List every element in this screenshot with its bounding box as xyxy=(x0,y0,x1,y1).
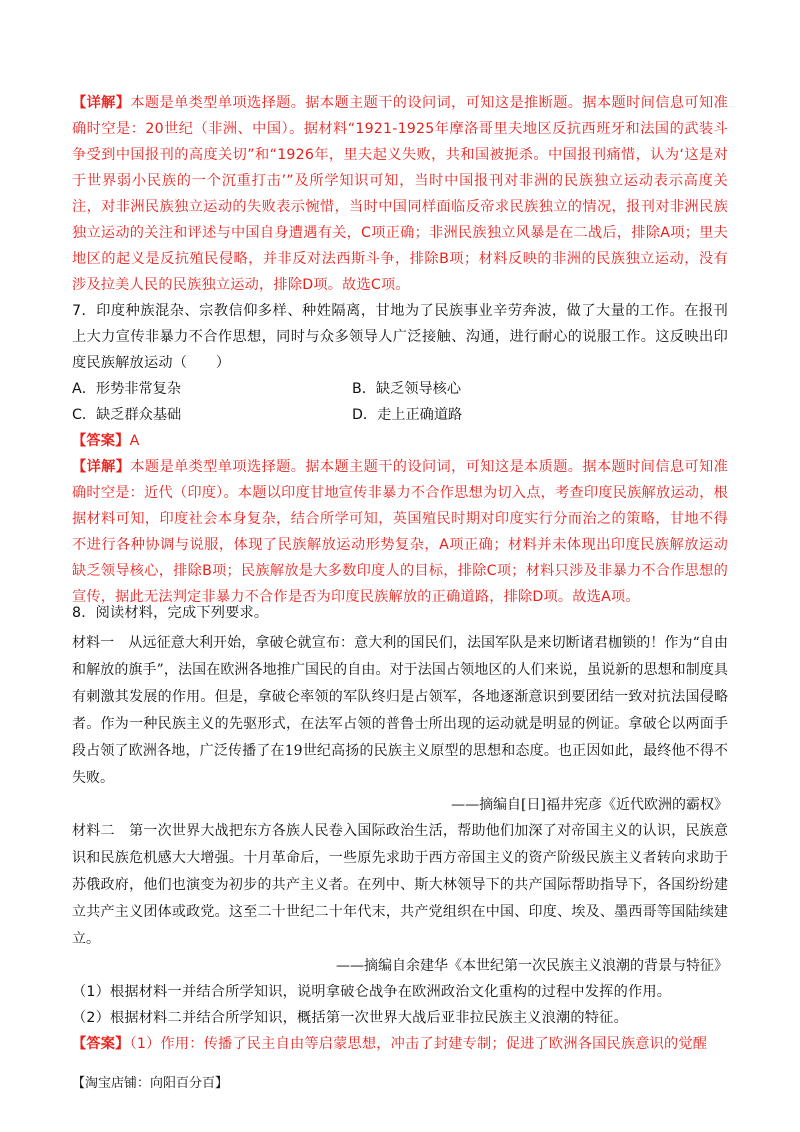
answer-tag: 【答案】 xyxy=(72,1036,130,1052)
option-c: C．缺乏群众基础 xyxy=(72,407,182,423)
question-7 xyxy=(72,298,728,610)
material-one-source: ——摘编自[日]福井宪彦《近代欧洲的霸权》 xyxy=(451,797,728,813)
q7-options xyxy=(72,376,728,428)
answer-text: （1）作用：传播了民主自由等启蒙思想，冲击了封建专制；促进了欧洲各国民族意识的觉醒 xyxy=(129,1036,708,1052)
q8-stem: 8．阅读材料，完成下列要求。 xyxy=(72,605,269,621)
option-d: D．走上正确道路 xyxy=(352,407,463,423)
requirement-2: （2）根据材料二并结合所学知识，概括第一次世界大战后亚非拉民族主义浪潮的特征。 xyxy=(72,1010,628,1026)
option-a: A．形势非常复杂 xyxy=(72,381,182,397)
answer-tag: 【答案】 xyxy=(72,433,130,449)
q6-detail-section xyxy=(72,90,728,298)
page-footer: 【淘宝店铺：向阳百分百】 xyxy=(72,1076,229,1091)
option-b: B．缺乏领导核心 xyxy=(352,381,462,397)
material-two: 材料二 第一次世界大战把东方各族人民卷入国际政治生活，帮助他们加深了对帝国主义的认识，民族意识和民族危机感大大增强。十月革命后，一些原先求助于西方帝国主义的资产阶级民族主义者转向求助于苏俄政府，他们也演变为初步的共产主义者。在列中、斯大林领导下的共产国际帮助指导下，各国纷纷建立共产主义团体或政党。这至二十世纪二十年代末，共产党组织在中国、印度、埃及、墨西哥等国陆续建立。 xyxy=(72,823,728,947)
q8-answer xyxy=(72,1031,728,1057)
material-one: 材料一 从远征意大利开始，拿破仑就宣布：意大利的国民们，法国军队是来切断诸君枷锁的！作为“自由和解放的旗手”，法国在欧洲各地推广国民的自由。对于法国占领地区的人们来说，虽说新的思想和制度具有刺激其发展的作用。但是，拿破仑率领的军队终归是占领军，各地逐渐意识到要团结一致对抗法国侵略者。作为一种民族主义的先驱形式，在法军占领的普鲁士所出现的运动就是明显的例证。拿破仑以两面手段占领了欧洲各地，广泛传播了在19世纪高扬的民族主义原型的思想和态度。也正因如此，最终他不得不失败。 xyxy=(72,635,728,786)
q7-stem: 7．印度种族混杂、宗教信仰多样、种姓隔离，甘地为了民族事业辛劳奔波，做了大量的工作。在报刊上大力宣传非暴力不合作思想，同时与众多领导人广泛接触、沟通，进行耐心的说服工作。这反映出印度民族解放运动（ ） xyxy=(72,303,728,371)
material-two-source: ——摘编自余建华《本世纪第一次民族主义浪潮的背景与特征》 xyxy=(336,958,728,974)
answer-value: A xyxy=(129,433,140,449)
detail-tag: 【详解】 xyxy=(72,95,131,111)
question-8 xyxy=(72,600,728,1057)
detail-text: 本题是单类型单项选择题。据本题主题干的设问词，可知这是推断题。据本题时间信息可知准确时空是：20世纪（非洲、中国）。据材料“1921-1925年摩洛哥里夫地区反抗西班牙和法国的武装斗争受到中国报刊的高度关切”和“1926年，里夫起义失败，共和国被扼杀。中国报刊痛惜，认为‘这是对于世界弱小民族的一个沉重打击’”及所学知识可知，当时中国报刊对非洲的民族独立运动表示高度关注，对非洲民族独立运动的失败表示惋惜，当时中国同样面临反帝求民族独立的情况，报刊对非洲民族独立运动的关注和评述与中国自身遭遇有关，C项正确；非洲民族独立风暴是在二战后，排除A项；里夫地区的起义是反抗殖民侵略，并非反对法西斯斗争，排除B项；材料反映的非洲的民族独立运动，没有涉及拉美人民的民族独立运动，排除D项。故选C项。 xyxy=(72,95,728,293)
detail-text: 本题是单类型单项选择题。据本题主题干的设问词，可知这是本质题。据本题时间信息可知准确时空是：近代（印度）。本题以印度甘地宣传非暴力不合作思想为切入点，考查印度民族解放运动，根据材料可知，印度社会本身复杂，结合所学可知，英国殖民时期对印度实行分而治之的策略，甘地不得不进行各种协调与说服，体现了民族解放运动形势复杂，A项正确；材料并未体现出印度民族解放运动缺乏领导核心，排除B项；民族解放是大多数印度人的目标，排除C项；材料只涉及非暴力不合作思想的宣传，据此无法判定非暴力不合作是否为印度民族解放的正确道路，排除D项。故选A项。 xyxy=(72,459,728,605)
q7-answer xyxy=(72,428,728,454)
detail-tag: 【详解】 xyxy=(72,459,131,475)
q6-detail xyxy=(72,90,728,298)
q7-detail xyxy=(72,454,728,610)
requirement-1: （1）根据材料一并结合所学知识，说明拿破仑战争在欧洲政治文化重构的过程中发挥的作用。 xyxy=(72,984,672,1000)
